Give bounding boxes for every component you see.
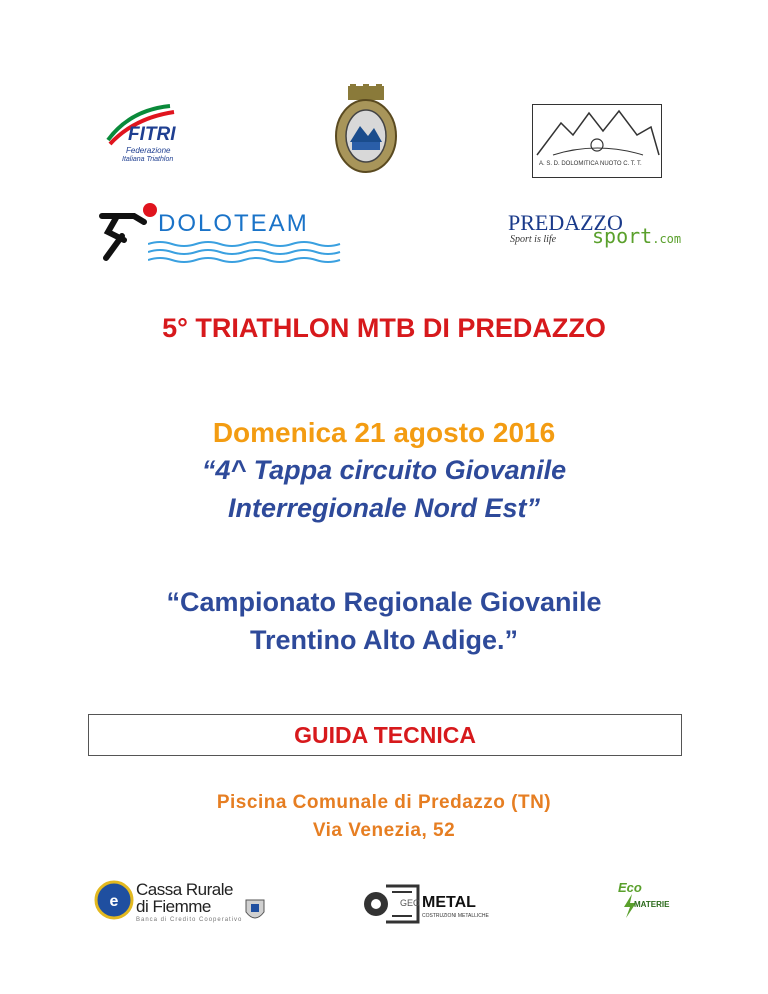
cassa-rurale-line1: Cassa Rurale [136,880,233,899]
event-date: Domenica 21 agosto 2016 [212,417,556,448]
event-title: 5° TRIATHLON MTB DI PREDAZZO [162,313,606,343]
cassa-rurale-line3: Banca di Credito Cooperativo [136,917,243,923]
fiemme-crest-icon [244,898,266,924]
dolomitica-caption: A. S. D. DOLOMITICA NUOTO C. T. T. [539,161,642,167]
doloteam-logo [98,196,348,268]
predazzo-sport-word [592,224,681,248]
cassa-rurale-line2: di Fiemme [136,897,211,916]
predazzo-domain: .com [652,232,682,246]
doloteam-name: DOLOTEAM [158,210,309,237]
venue-line-2: Via Venezia, 52 [312,820,456,841]
dolomitica-logo [532,104,662,178]
predazzo-name: PREDAZZO [508,210,623,235]
cassa-rurale-emblem-icon [94,880,134,920]
fitri-line2: Italiana Triathlon [122,156,174,163]
cassa-rurale-logo [94,880,274,930]
fitri-logo [100,100,200,170]
coat-of-arms-logo [330,84,402,174]
fitri-line1: Federazione [126,146,171,155]
ecomaterie-logo [614,880,684,924]
mountain-icon [533,105,661,161]
geometal-name: METAL [422,894,476,911]
geometal-prefix: GEO [400,898,421,908]
fitri-name: FITRI [128,124,176,145]
geometal-sub: COSTRUZIONI METALLICHE [422,913,489,919]
predazzo-suffix: sport [592,224,653,248]
ecomaterie-line1: Eco [618,880,642,895]
crest-icon [330,84,402,174]
predazzo-tagline: Sport is life [510,234,557,245]
stage-line-1: “4^ Tappa circuito Giovanile [201,455,567,485]
championship-line-1: “Campionato Regionale Giovanile [166,587,602,617]
stage-line-2: Interregionale Nord Est” [227,493,541,523]
svg-text:e: e [109,893,119,910]
venue-line-1: Piscina Comunale di Predazzo (TN) [216,792,552,813]
geometal-logo [362,882,512,926]
predazzo-sport-logo [508,210,682,256]
championship-line-2: Trentino Alto Adige.” [250,625,518,655]
ecomaterie-line2: MATERIE [634,900,670,909]
guide-title-box: GUIDA TECNICA [88,714,682,756]
water-waves-icon [148,240,348,266]
